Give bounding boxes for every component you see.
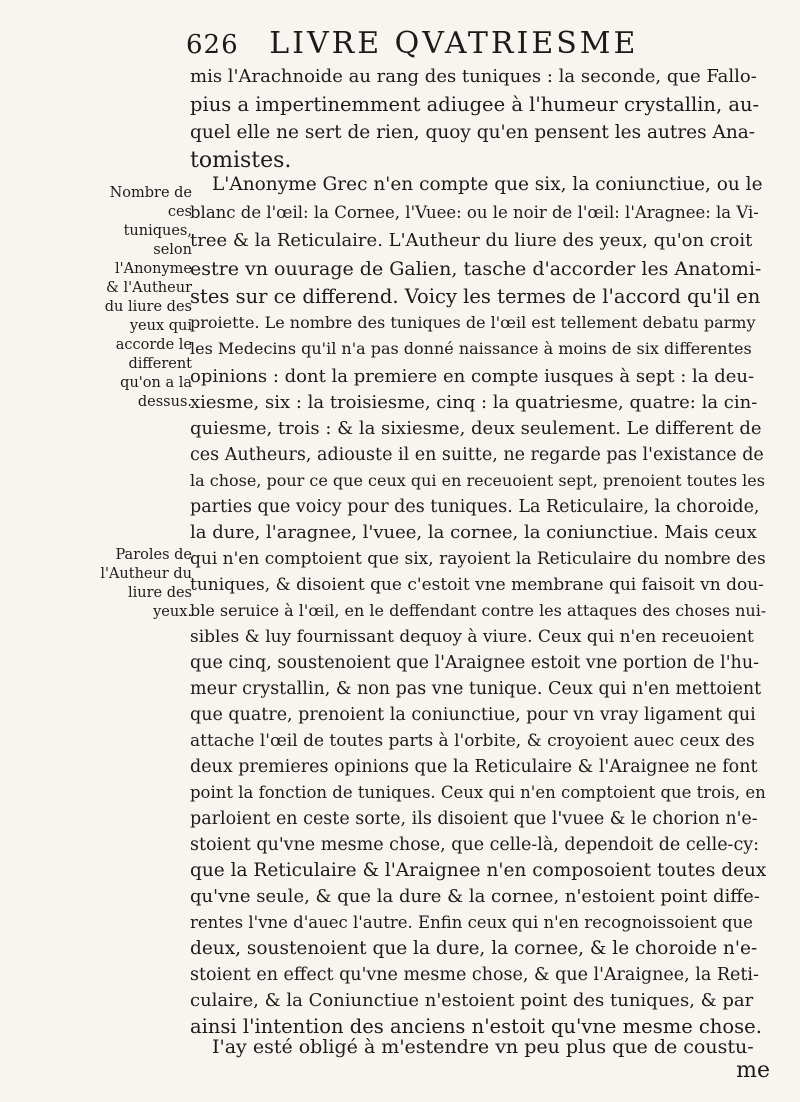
page-number: 626 [186,30,239,60]
text-line: tuniques, & disoient que c'estoit vne membrane qui faisoit vn dou- [190,575,764,595]
text-line: xiesme, six : la troisiesme, cinq : la quatriesme, quatre: la cin- [190,392,758,413]
text-line: stes sur ce differend. Voicy les termes de l'accord qu'il en [190,285,761,308]
text-line: que la Reticulaire & l'Araignee n'en composoient toutes deux [190,860,766,881]
text-line: deux, soustenoient que la dure, la cornee, & le choroide n'e- [190,938,758,959]
text-line: stoient en effect qu'vne mesme chose, & que l'Araignee, la Reti- [190,965,759,985]
running-head [186,24,746,64]
text-line: estre vn ouurage de Galien, tasche d'accorder les Anatomi- [190,258,762,280]
text-line: culaire, & la Coniunctiue n'estoient point des tuniques, & par [190,990,754,1011]
text-line: pius a impertinemment adiugee à l'humeur crystallin, au- [190,93,760,116]
text-line: quiesme, trois : & la sixiesme, deux seulement. Le different de [190,418,762,439]
margin-note-2: Paroles de l'Autheur du liure des yeux. [100,547,192,620]
text-line: sibles & luy fournissant dequoy à viure. Ceux qui n'en receuoient [190,627,754,647]
text-line: ainsi l'intention des anciens n'estoit qu'vne mesme chose. [190,1015,762,1038]
text-line: qui n'en comptoient que six, rayoient la Reticulaire du nombre des [190,549,766,569]
text-line: stoient qu'vne mesme chose, que celle-là, dependoit de celle-cy: [190,835,760,855]
text-line: ble seruice à l'œil, en le deffendant contre les attaques des choses nui- [190,601,766,620]
text-line: point la fonction de tuniques. Ceux qui n'en comptoient que trois, en [190,783,766,802]
text-line: la chose, pour ce que ceux qui en receuoient sept, prenoient toutes les [190,471,765,490]
text-line: blanc de l'œil: la Cornee, l'Vuee: ou le noir de l'œil: l'Aragnee: la Vi- [190,203,759,222]
text-line: L'Anonyme Grec n'en compte que six, la coniunctiue, ou le [212,174,763,195]
text-line: qu'vne seule, & que la dure & la cornee, n'estoient point diffe- [190,886,760,907]
text-line: tomistes. [190,148,292,173]
text-line: attache l'œil de toutes parts à l'orbite, & croyoient auec ceux des [190,731,755,751]
text-line: deux premieres opinions que la Reticulaire & l'Araignee ne font [190,757,758,777]
text-line: parloient en ceste sorte, ils disoient que l'vuee & le chorion n'e- [190,809,758,829]
running-title: LIVRE QVATRIESME [269,26,639,61]
text-line: meur crystallin, & non pas vne tunique. Ceux qui n'en mettoient [190,679,762,699]
text-line: que quatre, prenoient la coniunctiue, pour vn vray ligament qui [190,705,756,725]
text-line: mis l'Arachnoide au rang des tuniques : la seconde, que Fallo- [190,66,757,87]
text-line: tree & la Reticulaire. L'Autheur du liure des yeux, qu'on croit [190,230,753,251]
catchword: me [736,1058,770,1083]
text-line: quel elle ne sert de rien, quoy qu'en pensent les autres Ana- [190,122,756,143]
text-line: I'ay esté obligé à m'estendre vn peu plus que de coustu- [212,1036,754,1058]
text-line: les Medecins qu'il n'a pas donné naissance à moins de six differentes [190,339,752,358]
text-line: opinions : dont la premiere en compte iusques à sept : la deu- [190,366,755,387]
margin-note-1: Nombre de ces tuniques, selon l'Anonyme & l'Autheur du liure des yeux qui accorde le different qu'on a la dessus. [104,185,192,410]
text-line: la dure, l'aragnee, l'vuee, la cornee, la coniunctiue. Mais ceux [190,522,757,543]
text-line: que cinq, soustenoient que l'Araignee estoit vne portion de l'hu- [190,653,760,673]
text-line: ces Autheurs, adiouste il en suitte, ne regarde pas l'existance de [190,445,764,465]
text-line: rentes l'vne d'auec l'autre. Enfin ceux qui n'en recognoissoient que [190,913,753,932]
text-line: proiette. Le nombre des tuniques de l'œil est tellement debatu parmy [190,313,756,332]
text-line: parties que voicy pour des tuniques. La Reticulaire, la choroide, [190,497,760,517]
